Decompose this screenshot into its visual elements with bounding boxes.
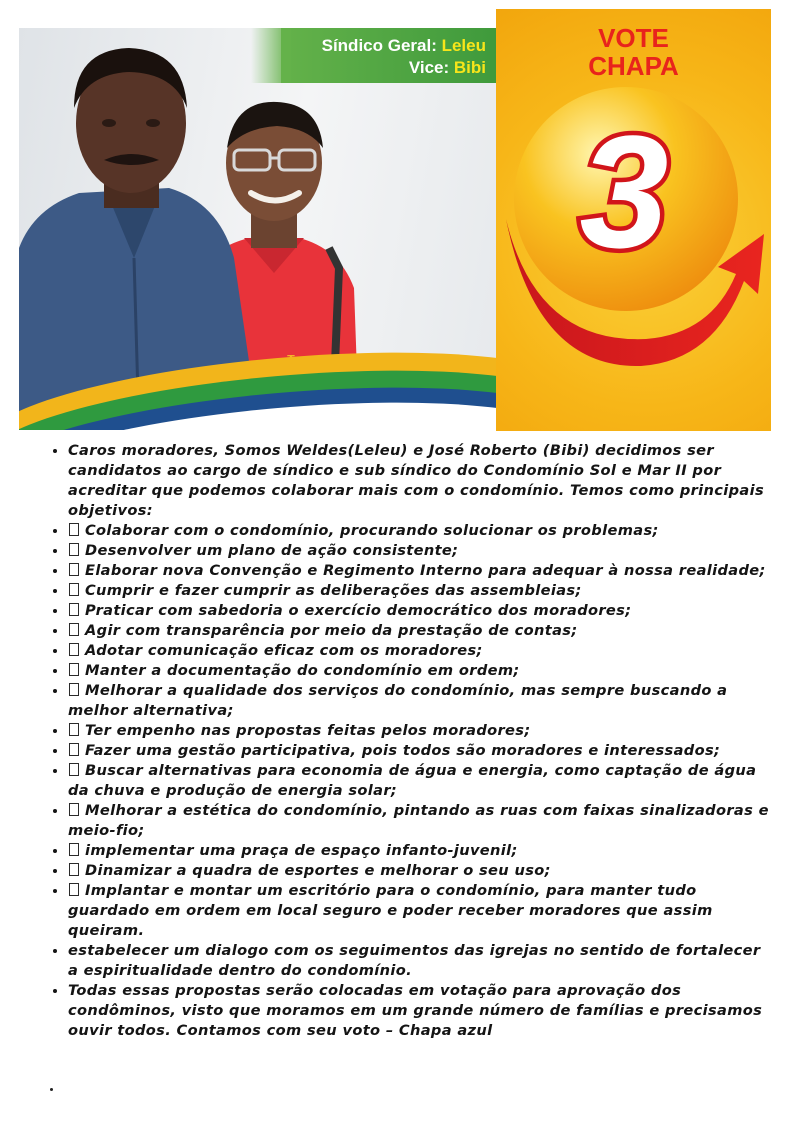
objective-item xyxy=(68,861,775,881)
objective-item xyxy=(68,881,775,941)
item-text: Caros moradores, Somos Weldes(Leleu) e José Roberto (Bibi) decidimos ser candidatos ao cargo de síndico e sub síndico do Condomínio Sol e Mar II por acreditar que podemos colaborar mais com o condomínio. Temos como principais objetivos: xyxy=(68,442,765,519)
checkbox-glyph-icon xyxy=(69,803,79,816)
objective-item xyxy=(68,721,775,741)
objective-item xyxy=(68,761,775,801)
checkbox-glyph-icon xyxy=(69,843,79,856)
candidates-banner xyxy=(19,28,496,430)
vice-line xyxy=(409,58,486,78)
objective-item xyxy=(68,561,775,581)
item-text: Ter empenho nas propostas feitas pelos moradores; xyxy=(85,722,531,739)
objective-item xyxy=(68,661,775,681)
sindico-line xyxy=(322,36,486,56)
checkbox-glyph-icon xyxy=(69,583,79,596)
proposal-text xyxy=(45,441,775,1041)
item-text: Buscar alternativas para economia de água e energia, como captação de água da chuva e produção de energia solar; xyxy=(68,762,757,799)
chapa-number-graphic xyxy=(496,9,771,431)
sindico-name: Leleu xyxy=(441,36,486,55)
intro-item xyxy=(68,941,775,981)
objective-item xyxy=(68,521,775,541)
item-text: Melhorar a estética do condomínio, pintando as ruas com faixas sinalizadoras e meio-fio; xyxy=(68,802,769,839)
objective-item xyxy=(68,621,775,641)
proposal-list xyxy=(45,441,775,1041)
checkbox-glyph-icon xyxy=(69,883,79,896)
objective-item xyxy=(68,801,775,841)
objective-item xyxy=(68,681,775,721)
item-text: implementar uma praça de espaço infanto-juvenil; xyxy=(85,842,518,859)
item-text: Dinamizar a quadra de esportes e melhorar o seu uso; xyxy=(85,862,551,879)
objective-item xyxy=(68,541,775,561)
item-text: Fazer uma gestão participativa, pois todos são moradores e interessados; xyxy=(85,742,721,759)
checkbox-glyph-icon xyxy=(69,543,79,556)
checkbox-glyph-icon xyxy=(69,723,79,736)
item-text: Agir com transparência por meio da prestação de contas; xyxy=(85,622,578,639)
item-text: Melhorar a qualidade dos serviços do condomínio, mas sempre buscando a melhor alternativa; xyxy=(68,682,728,719)
objective-item xyxy=(68,601,775,621)
checkbox-glyph-icon xyxy=(69,623,79,636)
item-text: Implantar e montar um escritório para o condomínio, para manter tudo guardado em ordem em local seguro e poder receber moradores que assim queiram. xyxy=(68,882,713,939)
checkbox-glyph-icon xyxy=(69,563,79,576)
objective-item xyxy=(68,841,775,861)
item-text: Todas essas propostas serão colocadas em votação para aprovação dos condôminos, visto que moramos em um grande número de famílias e precisamos ouvir todos. Contamos com seu voto – Chapa azul xyxy=(68,982,763,1039)
vote-title-line2: CHAPA xyxy=(588,51,679,81)
checkbox-glyph-icon xyxy=(69,763,79,776)
checkbox-glyph-icon xyxy=(69,863,79,876)
item-text: Elaborar nova Convenção e Regimento Interno para adequar à nossa realidade; xyxy=(85,562,766,579)
intro-item xyxy=(68,441,775,521)
vote-title-line1: VOTE xyxy=(598,23,669,53)
checkbox-glyph-icon xyxy=(69,663,79,676)
objective-item xyxy=(68,641,775,661)
objective-item xyxy=(68,581,775,601)
checkbox-glyph-icon xyxy=(69,743,79,756)
vote-chapa-panel xyxy=(496,9,771,431)
item-text: Colaborar com o condomínio, procurando solucionar os problemas; xyxy=(85,522,659,539)
vice-prefix: Vice: xyxy=(408,58,450,77)
item-text: Manter a documentação do condomínio em ordem; xyxy=(85,662,520,679)
checkbox-glyph-icon xyxy=(69,683,79,696)
checkbox-glyph-icon xyxy=(69,643,79,656)
item-text: Desenvolver um plano de ação consistente; xyxy=(85,542,459,559)
item-text: Adotar comunicação eficaz com os moradores; xyxy=(85,642,483,659)
chapa-number: 3 xyxy=(579,102,669,281)
sindico-prefix: Síndico Geral: xyxy=(321,36,437,55)
checkbox-glyph-icon xyxy=(69,603,79,616)
stray-bullet xyxy=(50,1088,53,1091)
objective-item xyxy=(68,741,775,761)
vice-name: Bibi xyxy=(453,58,486,77)
intro-item xyxy=(68,981,775,1041)
item-text: Cumprir e fazer cumprir as deliberações das assembleias; xyxy=(85,582,582,599)
item-text: Praticar com sabedoria o exercício democrático dos moradores; xyxy=(85,602,632,619)
item-text: estabelecer um dialogo com os seguimentos das igrejas no sentido de fortalecer a espiritualidade dentro do condomínio. xyxy=(68,942,761,979)
checkbox-glyph-icon xyxy=(69,523,79,536)
